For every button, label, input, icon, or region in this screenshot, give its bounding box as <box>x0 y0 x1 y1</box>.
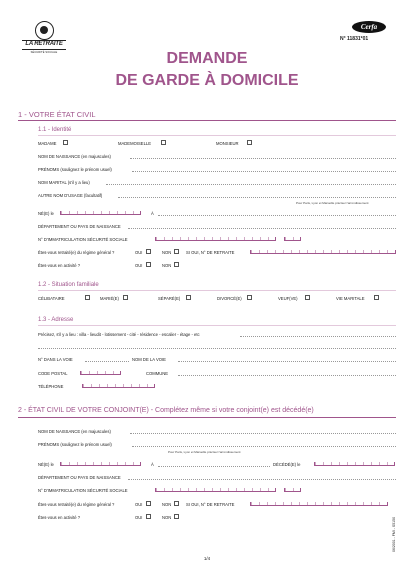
retired-no-label: NON <box>162 250 172 255</box>
section2-rule <box>18 417 396 418</box>
pension-number-combs[interactable] <box>250 250 396 254</box>
spouse-first-names-field[interactable] <box>132 446 396 447</box>
spouse-birth-date-combs[interactable] <box>60 462 141 466</box>
spouse-death-date-combs[interactable] <box>314 462 395 466</box>
spouse-birth-place-label: À <box>151 462 154 467</box>
widowed-checkbox[interactable] <box>305 295 310 300</box>
spouse-retired-yes-label: OUI <box>135 502 143 507</box>
phone-label: TÉLÉPHONE <box>38 384 64 389</box>
birth-country-label: DÉPARTEMENT OU PAYS DE NAISSANCE <box>38 224 121 229</box>
logo-emblem-icon <box>35 21 54 40</box>
section1-rule <box>18 120 396 121</box>
widowed-label: VEUF(VE) <box>278 296 298 301</box>
ssn-label: N° D'IMMATRICULATION SÉCURITÉ SOCIALE <box>38 237 128 242</box>
form-number: N° 11831*01 <box>340 36 369 42</box>
birth-name-label: NOM DE NAISSANCE (en majuscules) <box>38 154 111 159</box>
birth-date-label: NÉ(E) le <box>38 211 54 216</box>
spouse-working-no-checkbox[interactable] <box>174 514 179 519</box>
spouse-ssn-combs[interactable] <box>155 488 276 492</box>
birth-place-field[interactable] <box>158 215 396 216</box>
first-names-field[interactable] <box>132 171 396 172</box>
working-yes-checkbox[interactable] <box>146 262 151 267</box>
working-no-label: NON <box>162 263 172 268</box>
working-yes-label: OUI <box>135 263 143 268</box>
mademoiselle-label: MADEMOISELLE <box>118 141 152 146</box>
divorced-checkbox[interactable] <box>247 295 252 300</box>
madame-checkbox[interactable] <box>63 140 68 145</box>
cerfa-logo: Cerfa <box>352 21 386 33</box>
birth-name-field[interactable] <box>130 158 396 159</box>
logo-text: LA RETRAITE <box>25 41 63 47</box>
madame-label: MADAME <box>38 141 57 146</box>
spouse-pension-number-label: SI OUI, N° DE RETRAITE <box>186 502 235 507</box>
form-reference: 06/2001 - FMI - S5150 <box>392 516 396 552</box>
ssn-key-combs[interactable] <box>284 237 301 241</box>
birth-place-label: À <box>151 211 154 216</box>
spouse-working-yes-checkbox[interactable] <box>146 514 151 519</box>
spouse-birth-country-field[interactable] <box>128 479 396 480</box>
postal-code-label: CODE POSTAL <box>38 371 68 376</box>
separated-checkbox[interactable] <box>186 295 191 300</box>
address-subtitle: 1.3 - Adresse <box>38 317 74 323</box>
married-checkbox[interactable] <box>123 295 128 300</box>
spouse-working-no-label: NON <box>162 515 172 520</box>
retired-yes-checkbox[interactable] <box>146 249 151 254</box>
retired-no-checkbox[interactable] <box>174 249 179 254</box>
street-name-field[interactable] <box>178 361 396 362</box>
ssn-combs[interactable] <box>155 237 276 241</box>
mademoiselle-checkbox[interactable] <box>161 140 166 145</box>
street-name-label: NOM DE LA VOIE <box>132 357 166 362</box>
phone-combs[interactable] <box>82 384 155 388</box>
city-label: COMMUNE <box>146 371 169 376</box>
spouse-retired-no-checkbox[interactable] <box>174 501 179 506</box>
paris-note: Pour Paris, Lyon et Marseille préciser l'arrondissement <box>296 201 369 205</box>
street-number-field[interactable] <box>85 361 129 362</box>
spouse-birth-name-field[interactable] <box>130 433 396 434</box>
spouse-retired-no-label: NON <box>162 502 172 507</box>
spouse-working-question: Êtes-vous en activité ? <box>38 515 81 520</box>
cohabiting-label: VIE MARITALE <box>336 296 365 301</box>
married-name-label: NOM MARITAL (s'il y a lieu) <box>38 180 90 185</box>
spouse-pension-number-combs[interactable] <box>250 502 388 506</box>
page-title-line1: DEMANDE <box>166 50 248 67</box>
family-subtitle: 1.2 - Situation familiale <box>38 282 99 288</box>
city-field[interactable] <box>178 375 396 376</box>
spouse-death-date-label: DÉCÉDÉ(E) le <box>273 462 301 467</box>
usage-name-label: AUTRE NOM D'USAGE (facultatif) <box>38 193 103 198</box>
address-details-label: Précisez, s'il y a lieu : villa - lieudit - lotissement - cité - résidence - escalier - étage - etc <box>38 332 200 337</box>
address-details-field[interactable] <box>240 336 396 337</box>
married-label: MARIÉ(E) <box>100 296 119 301</box>
spouse-birth-country-label: DÉPARTEMENT OU PAYS DE NAISSANCE <box>38 475 121 480</box>
spouse-retired-question: Êtes-vous retraité(e) du régime général ? <box>38 502 115 507</box>
spouse-birth-place-field[interactable] <box>158 466 270 467</box>
single-label: CÉLIBATAIRE <box>38 296 65 301</box>
spouse-first-names-label: PRÉNOMS (soulignez le prénom usuel) <box>38 442 112 447</box>
spouse-birth-name-label: NOM DE NAISSANCE (en majuscules) <box>38 429 111 434</box>
first-names-label: PRÉNOMS (soulignez le prénom usuel) <box>38 167 112 172</box>
page-title-line2: DE GARDE À DOMICILE <box>115 72 299 89</box>
spouse-paris-note: Pour Paris, Lyon et Marseille préciser l'arrondissement <box>168 450 241 454</box>
working-no-checkbox[interactable] <box>174 262 179 267</box>
birth-country-field[interactable] <box>128 228 396 229</box>
street-number-label: N° DANS LA VOIE <box>38 357 73 362</box>
section2-title: 2 - ÉTAT CIVIL DE VOTRE CONJOINT(E) - Complétez même si votre conjoint(e) est décédé(e) <box>18 407 314 414</box>
usage-name-field[interactable] <box>118 197 396 198</box>
address-details-field-2[interactable] <box>38 348 396 349</box>
spouse-ssn-key-combs[interactable] <box>284 488 301 492</box>
page-number: 1/4 <box>203 556 211 561</box>
spouse-birth-date-label: NÉ(E) le <box>38 462 54 467</box>
monsieur-label: MONSIEUR <box>216 141 239 146</box>
working-question: Êtes-vous en activité ? <box>38 263 81 268</box>
divorced-label: DIVORCÉ(E) <box>217 296 242 301</box>
postal-code-combs[interactable] <box>80 371 121 375</box>
pension-number-label: SI OUI, N° DE RETRAITE <box>186 250 235 255</box>
spouse-ssn-label: N° D'IMMATRICULATION SÉCURITÉ SOCIALE <box>38 488 128 493</box>
married-name-field[interactable] <box>106 184 396 185</box>
identity-subtitle: 1.1 - Identité <box>38 127 72 133</box>
monsieur-checkbox[interactable] <box>247 140 252 145</box>
logo-subtext: SÉCURITÉ SOCIALE <box>30 51 58 54</box>
birth-date-combs[interactable] <box>60 211 141 215</box>
separated-label: SÉPARÉ(E) <box>158 296 181 301</box>
retired-question: Êtes-vous retraité(e) du régime général ? <box>38 250 115 255</box>
spouse-retired-yes-checkbox[interactable] <box>146 501 151 506</box>
cohabiting-checkbox[interactable] <box>374 295 379 300</box>
section1-title: 1 - VOTRE ÉTAT CIVIL <box>18 110 96 119</box>
spouse-working-yes-label: OUI <box>135 515 143 520</box>
single-checkbox[interactable] <box>85 295 90 300</box>
retired-yes-label: OUI <box>135 250 143 255</box>
